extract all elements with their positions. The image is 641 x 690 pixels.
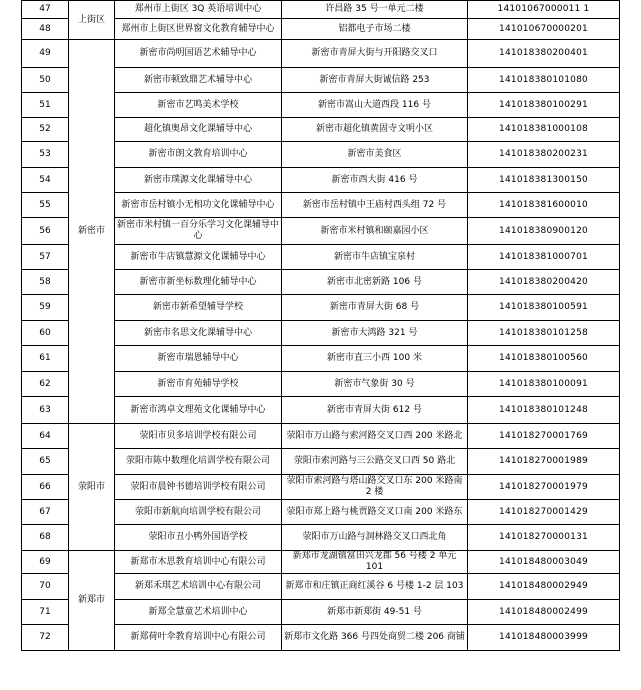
row-number-cell: 69 (22, 551, 69, 574)
institution-name-cell: 郑州市上街区 3Q 英语培训中心 (115, 1, 282, 19)
license-code-cell: 141018381000701 (468, 245, 620, 270)
license-code-cell: 141018380100091 (468, 372, 620, 397)
row-number-cell: 53 (22, 142, 69, 168)
license-code-cell: 14101067000011 1 (468, 1, 620, 19)
address-cell: 新密市西大街 416 号 (282, 168, 468, 193)
institution-table-body (22, 1, 620, 651)
district-cell: 新密市 (69, 40, 115, 424)
license-code-cell: 141018380100291 (468, 93, 620, 118)
table-row (22, 40, 620, 68)
row-number-cell: 59 (22, 295, 69, 321)
license-code-cell: 141018270000131 (468, 525, 620, 551)
institution-name-cell: 荥阳市贝多培训学校有限公司 (115, 424, 282, 449)
table-row (22, 1, 620, 19)
institution-name-cell: 荥阳市陈中数理化培训学校有限公司 (115, 449, 282, 475)
institution-name-cell: 新密市育苑辅导学校 (115, 372, 282, 397)
institution-name-cell: 新密市璞源文化课辅导中心 (115, 168, 282, 193)
address-cell: 荥阳市郑上路与桃贾路交叉口南 200 米路东 (282, 500, 468, 525)
address-cell: 铝都电子市场二楼 (282, 19, 468, 40)
license-code-cell: 141018480003049 (468, 551, 620, 574)
row-number-cell: 48 (22, 19, 69, 40)
address-cell: 许昌路 35 号一单元二楼 (282, 1, 468, 19)
license-code-cell: 141018270001769 (468, 424, 620, 449)
address-cell: 荥阳市万山路与索河路交叉口西 200 米路北 (282, 424, 468, 449)
address-cell: 新郑市和庄镇正商红溪谷 6 号楼 1-2 层 103 (282, 574, 468, 600)
license-code-cell: 141018381600010 (468, 193, 620, 218)
row-number-cell: 47 (22, 1, 69, 19)
license-code-cell: 141018380100591 (468, 295, 620, 321)
row-number-cell: 55 (22, 193, 69, 218)
license-code-cell: 141018381300150 (468, 168, 620, 193)
license-code-cell: 141018480002499 (468, 600, 620, 625)
institution-name-cell: 新密市尚明国语艺术辅导中心 (115, 40, 282, 68)
address-cell: 荥阳市万山路与洞林路交叉口西北角 (282, 525, 468, 551)
address-cell: 新密市青屏大街 68 号 (282, 295, 468, 321)
row-number-cell: 66 (22, 475, 69, 500)
institution-name-cell: 新郑全慧童艺术培训中心 (115, 600, 282, 625)
address-cell: 新密市大鸿路 321 号 (282, 321, 468, 346)
address-cell: 新密市直三小西 100 米 (282, 346, 468, 372)
license-code-cell: 141018380200420 (468, 270, 620, 295)
address-cell: 新密市美食区 (282, 142, 468, 168)
address-cell: 新密市北密新路 106 号 (282, 270, 468, 295)
license-code-cell: 141018480003999 (468, 625, 620, 651)
table-row (22, 424, 620, 449)
institution-name-cell: 新密市名思文化课辅导中心 (115, 321, 282, 346)
institution-name-cell: 新郑禾琪艺术培训中心有限公司 (115, 574, 282, 600)
row-number-cell: 50 (22, 68, 69, 93)
address-cell: 新郑市龙湖镇富田兴龙郡 56 号楼 2 单元 101 (282, 551, 468, 574)
row-number-cell: 65 (22, 449, 69, 475)
institution-name-cell: 荥阳市晨钟书德培训学校有限公司 (115, 475, 282, 500)
license-code-cell: 141018480002949 (468, 574, 620, 600)
license-code-cell: 141018380101258 (468, 321, 620, 346)
row-number-cell: 61 (22, 346, 69, 372)
row-number-cell: 49 (22, 40, 69, 68)
institution-name-cell: 新郑荷叶伞教育培训中心有限公司 (115, 625, 282, 651)
institution-name-cell: 新密市新希望辅导学校 (115, 295, 282, 321)
address-cell: 新密市嵩山大道西段 116 号 (282, 93, 468, 118)
license-code-cell: 141018270001429 (468, 500, 620, 525)
table-row (22, 551, 620, 574)
row-number-cell: 70 (22, 574, 69, 600)
row-number-cell: 54 (22, 168, 69, 193)
row-number-cell: 67 (22, 500, 69, 525)
address-cell: 新密市牛店镇宝泉村 (282, 245, 468, 270)
row-number-cell: 58 (22, 270, 69, 295)
district-cell: 新郑市 (69, 551, 115, 651)
address-cell: 新密市青屏大街 612 号 (282, 397, 468, 424)
address-cell: 荥阳市索河路与塔山路交叉口东 200 米路南 2 楼 (282, 475, 468, 500)
license-code-cell: 141010670000201 (468, 19, 620, 40)
row-number-cell: 68 (22, 525, 69, 551)
address-cell: 荥阳市索河路与三公路交叉口西 50 路北 (282, 449, 468, 475)
address-cell: 新密市青屏大街与开阳路交叉口 (282, 40, 468, 68)
institution-name-cell: 超化镇奥昂文化课辅导中心 (115, 118, 282, 142)
institution-name-cell: 新密市牛店镇慧源文化课辅导中心 (115, 245, 282, 270)
institution-name-cell: 新密市朗文教育培训中心 (115, 142, 282, 168)
row-number-cell: 63 (22, 397, 69, 424)
institution-name-cell: 荥阳市新航向培训学校有限公司 (115, 500, 282, 525)
institution-name-cell: 新密市顿致鼎艺术辅导中心 (115, 68, 282, 93)
institution-name-cell: 郑州市上街区世界窗文化教育辅导中心 (115, 19, 282, 40)
address-cell: 新密市超化镇黄固寺文明小区 (282, 118, 468, 142)
license-code-cell: 141018380200231 (468, 142, 620, 168)
license-code-cell: 141018380101248 (468, 397, 620, 424)
license-code-cell: 141018381000108 (468, 118, 620, 142)
license-code-cell: 141018380200401 (468, 40, 620, 68)
address-cell: 新密市气象街 30 号 (282, 372, 468, 397)
address-cell: 新郑市新郑街 49-51 号 (282, 600, 468, 625)
institution-table (21, 0, 620, 651)
license-code-cell: 141018270001979 (468, 475, 620, 500)
institution-name-cell: 新郑市木思教育培训中心有限公司 (115, 551, 282, 574)
license-code-cell: 141018380101080 (468, 68, 620, 93)
row-number-cell: 52 (22, 118, 69, 142)
row-number-cell: 51 (22, 93, 69, 118)
row-number-cell: 57 (22, 245, 69, 270)
row-number-cell: 64 (22, 424, 69, 449)
district-cell: 荥阳市 (69, 424, 115, 551)
row-number-cell: 72 (22, 625, 69, 651)
license-code-cell: 141018380100560 (468, 346, 620, 372)
address-cell: 新密市青屏大街诚信路 253 (282, 68, 468, 93)
row-number-cell: 56 (22, 218, 69, 245)
institution-name-cell: 新密市新坐标数理化辅导中心 (115, 270, 282, 295)
institution-name-cell: 新密市瑞恩辅导中心 (115, 346, 282, 372)
row-number-cell: 60 (22, 321, 69, 346)
institution-name-cell: 荥阳市丑小鸭外国语学校 (115, 525, 282, 551)
row-number-cell: 71 (22, 600, 69, 625)
row-number-cell: 62 (22, 372, 69, 397)
institution-name-cell: 新密市艺鸣美术学校 (115, 93, 282, 118)
address-cell: 新郑市文化路 366 号四处商贸二楼 206 商铺 (282, 625, 468, 651)
institution-name-cell: 新密市岳村镇小无相功文化课辅导中心 (115, 193, 282, 218)
institution-name-cell: 新密市鸿卓文理苑文化课辅导中心 (115, 397, 282, 424)
address-cell: 新密市岳村镇中王庙村西头组 72 号 (282, 193, 468, 218)
license-code-cell: 141018380900120 (468, 218, 620, 245)
address-cell: 新密市米村镇和颐嘉园小区 (282, 218, 468, 245)
institution-name-cell: 新密市米村镇一百分乐学习文化课辅导中心 (115, 218, 282, 245)
license-code-cell: 141018270001989 (468, 449, 620, 475)
district-cell: 上街区 (69, 1, 115, 40)
